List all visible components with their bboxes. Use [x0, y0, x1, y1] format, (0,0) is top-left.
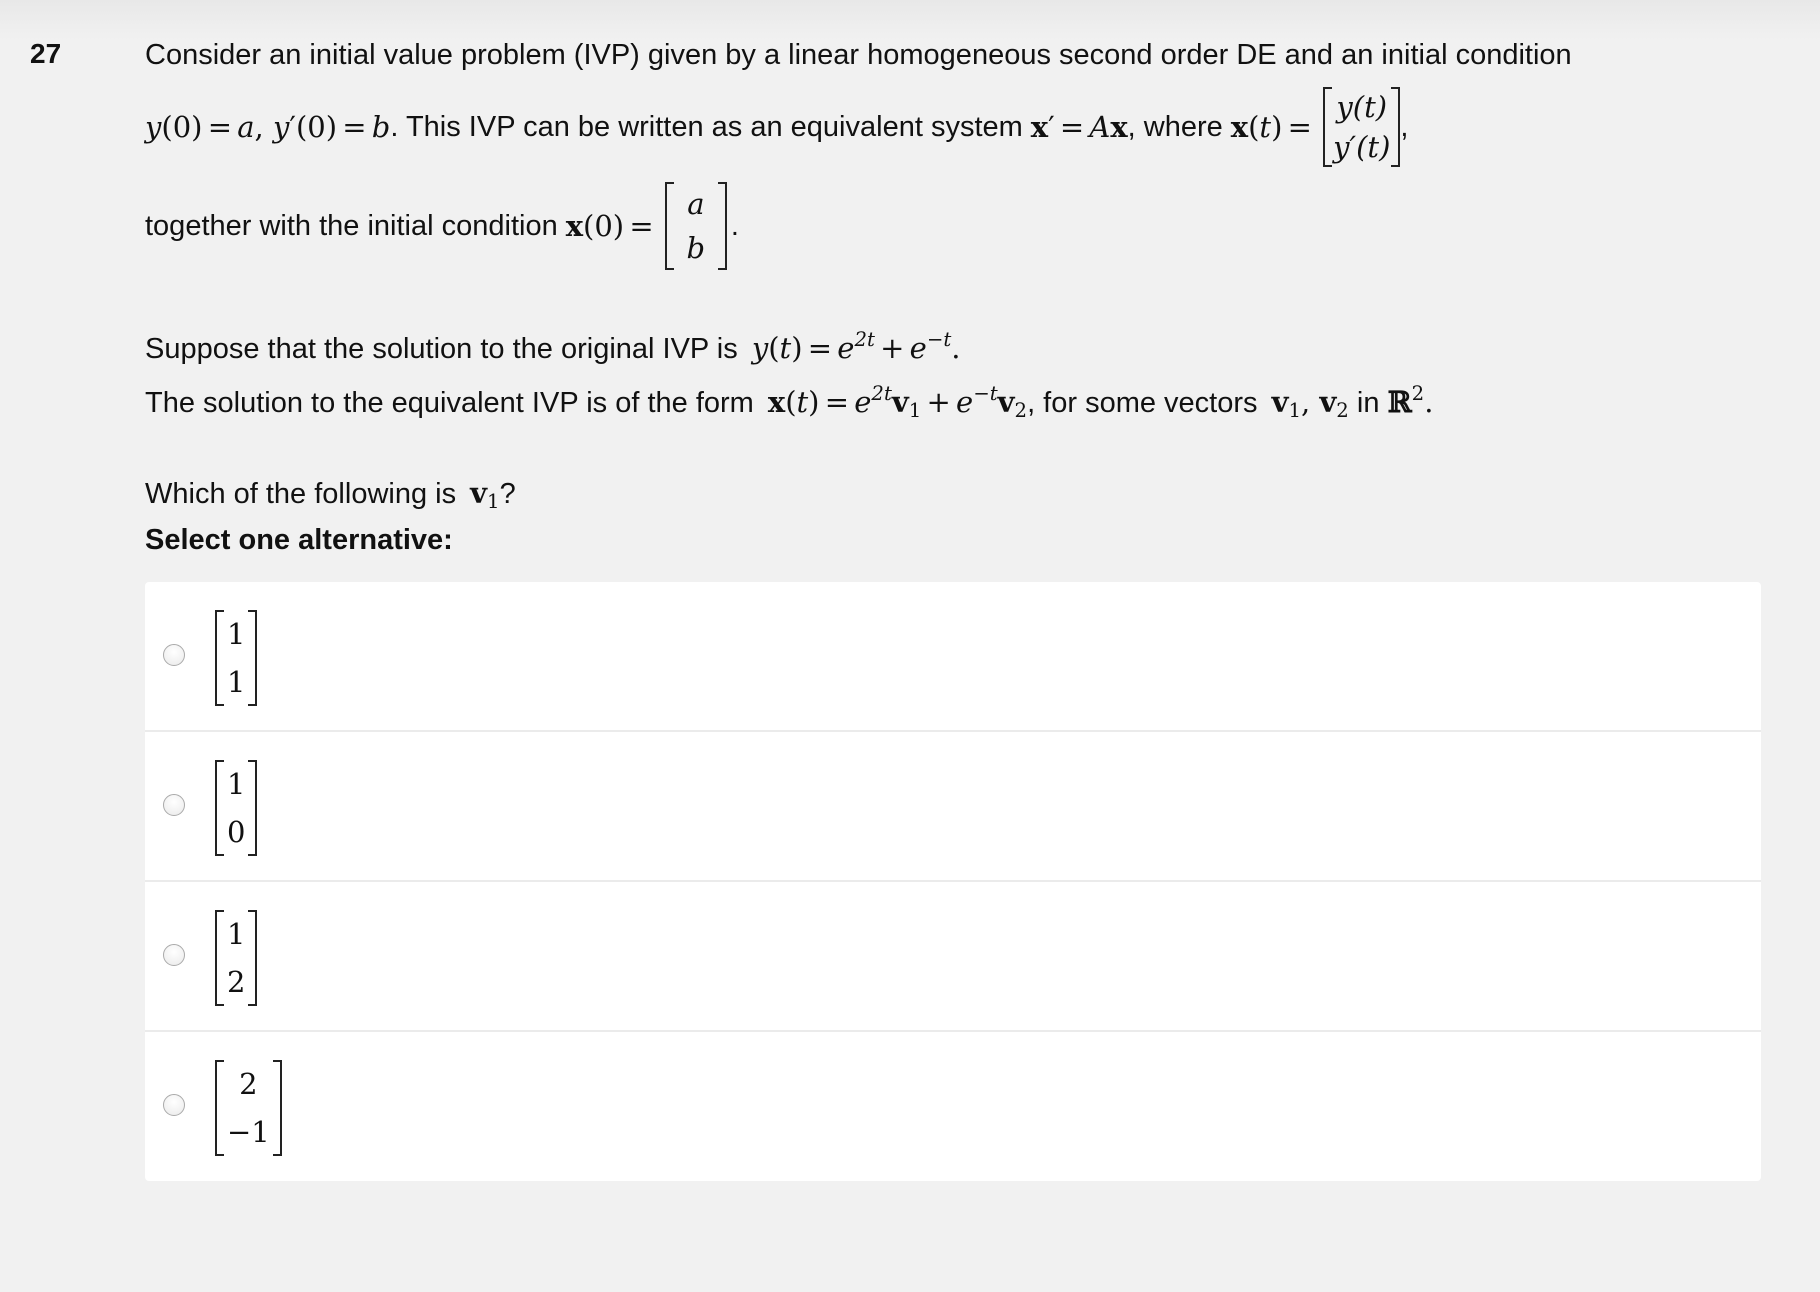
r2-math: ℝ$^2$. [1387, 382, 1434, 419]
vectors-math: $v_1$, $v_2$ [1271, 384, 1349, 422]
state-vector-top: y(t) [1336, 90, 1388, 124]
question-line-3: together with the initial condition x(0) = a b . [145, 178, 739, 274]
line2-text-a: . This IVP can be written as an equivalent system [390, 110, 1023, 143]
option-vector-top: 1 [227, 617, 246, 651]
line2-trailing: , [1400, 110, 1409, 143]
x-of-t-math: x(t) = [1230, 109, 1312, 144]
option-3[interactable] [145, 882, 1761, 1032]
option-vector [215, 760, 257, 856]
option-vector [215, 1060, 282, 1156]
option-vector-top: 1 [227, 917, 246, 951]
radio-button[interactable] [163, 1094, 185, 1116]
suppose-line [145, 328, 960, 367]
v1-math: $v_1$ [470, 476, 500, 513]
option-vector-bottom: −1 [227, 1115, 270, 1149]
initial-vector-bottom: b [686, 231, 706, 265]
initial-vector-top: a [687, 187, 705, 221]
equivalent-line [145, 382, 1433, 422]
line2-text-b: , where [1127, 110, 1223, 143]
option-vector-top: 1 [227, 767, 246, 801]
option-vector [215, 610, 257, 706]
initial-condition-math: y(0) = a, y′(0) = b [145, 109, 391, 144]
option-vector [215, 910, 257, 1006]
solution-math: $y(t) = e^{2t} + e^{-t}$. [751, 328, 961, 365]
option-2[interactable] [145, 732, 1761, 882]
equiv-solution-math: $x(t) = e^{2t}v_1 + e^{-t}v_2$ [767, 382, 1028, 422]
equiv-text-c: in [1356, 386, 1380, 419]
radio-button[interactable] [163, 794, 185, 816]
option-vector-bottom: 1 [227, 665, 246, 699]
select-label: Select one alternative: [145, 524, 453, 556]
question-intro: Consider an initial value problem (IVP) given by a linear homogeneous second order DE and an initial condition [145, 39, 1572, 71]
equiv-text-a: The solution to the equivalent IVP is of the form [145, 386, 754, 419]
option-vector-bottom: 0 [227, 815, 246, 849]
system-equation-math: x′ = Ax [1030, 109, 1128, 144]
question-number: 27 [30, 38, 62, 69]
initial-vector [665, 182, 727, 270]
x-of-0-math: x(0) = [565, 208, 654, 243]
answer-options [145, 582, 1761, 1181]
radio-button[interactable] [163, 644, 185, 666]
which-text: Which of the following is [145, 478, 457, 510]
state-vector [1323, 87, 1400, 167]
which-end: ? [499, 478, 516, 510]
radio-button[interactable] [163, 944, 185, 966]
option-vector-top: 2 [239, 1067, 258, 1101]
question-line-2 [145, 82, 1408, 172]
line3-text: together with the initial condition [145, 209, 558, 242]
option-4[interactable] [145, 1032, 1761, 1181]
option-1[interactable] [145, 582, 1761, 732]
state-vector-bottom: y′(t) [1333, 130, 1391, 164]
equiv-text-b: , for some vectors [1027, 386, 1258, 419]
suppose-text: Suppose that the solution to the original IVP is [145, 332, 738, 365]
option-vector-bottom: 2 [227, 965, 246, 999]
which-line [145, 476, 516, 514]
